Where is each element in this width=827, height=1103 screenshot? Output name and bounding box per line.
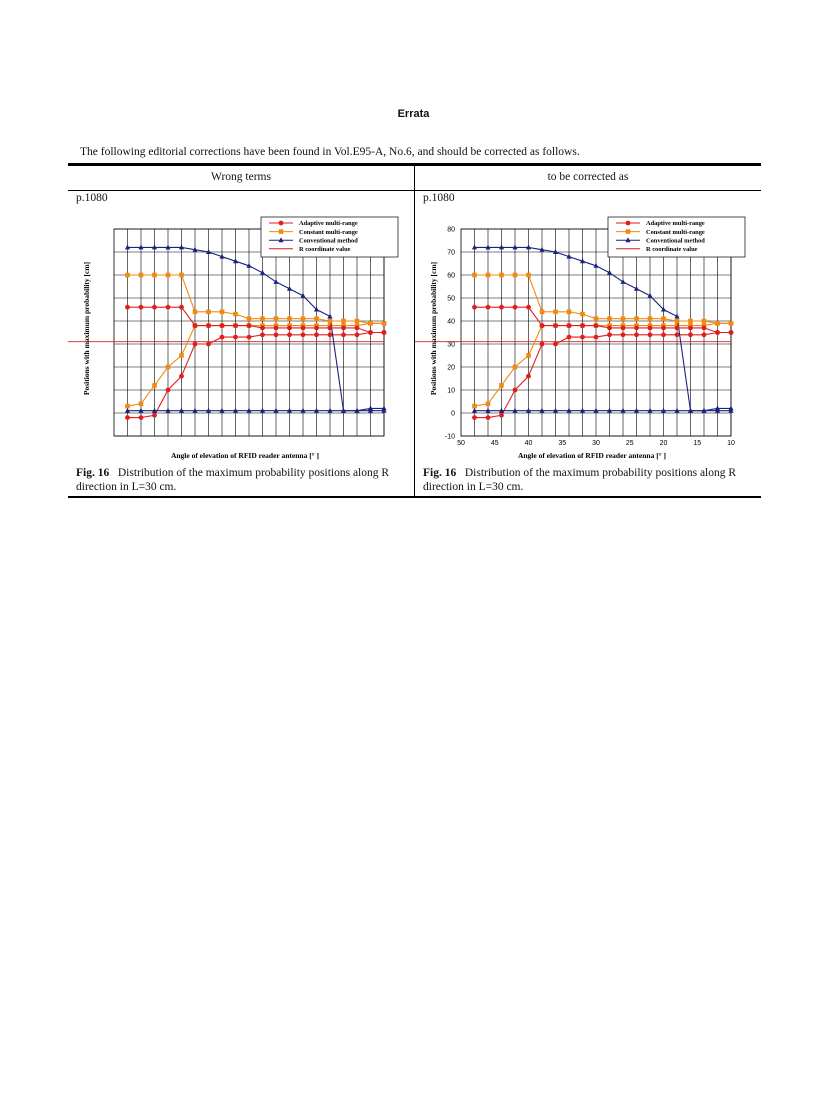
data-point: [553, 310, 558, 315]
data-point: [368, 321, 373, 326]
data-point: [166, 388, 171, 393]
data-point: [166, 273, 171, 278]
caption-text: Distribution of the maximum probability positions along R direction in L=30 cm.: [76, 467, 390, 493]
x-tick-label: 20: [659, 440, 668, 447]
legend-marker: [279, 229, 284, 234]
data-point: [715, 321, 720, 326]
legend-marker: [279, 221, 284, 226]
data-point: [314, 316, 319, 321]
data-point: [341, 332, 346, 337]
data-point: [193, 323, 198, 328]
data-point: [648, 332, 653, 337]
data-point: [193, 342, 198, 347]
intro-text: The following editorial corrections have been found in Vol.E95-A, No.6, and should be corrected as follows.: [80, 146, 580, 158]
data-point: [247, 335, 252, 340]
legend-marker: [626, 221, 631, 226]
data-point: [274, 326, 279, 331]
data-point: [220, 310, 225, 315]
data-point: [486, 402, 491, 407]
data-point: [526, 374, 531, 379]
data-point: [702, 319, 707, 324]
data-point: [152, 305, 157, 310]
data-point: [125, 404, 130, 409]
y-axis-label: Positions with maximum probability [cm]: [82, 261, 91, 396]
data-point: [355, 326, 360, 331]
x-tick-label: 30: [592, 440, 600, 447]
data-point: [314, 326, 319, 331]
data-point: [179, 353, 184, 358]
data-point: [166, 365, 171, 370]
data-point: [675, 332, 680, 337]
data-point: [634, 332, 639, 337]
data-point: [382, 321, 387, 326]
data-point: [206, 342, 211, 347]
data-point: [580, 323, 585, 328]
y-tick-label: 30: [447, 341, 455, 349]
data-point: [301, 326, 306, 331]
data-point: [301, 332, 306, 337]
legend-entry: Conventional method: [646, 237, 705, 245]
data-point: [688, 332, 693, 337]
data-point: [355, 319, 360, 324]
data-point: [328, 326, 333, 331]
data-point: [125, 273, 130, 278]
data-point: [607, 326, 612, 331]
data-point: [287, 316, 292, 321]
data-point: [193, 310, 198, 315]
data-point: [472, 404, 477, 409]
x-tick-label: 15: [693, 440, 702, 447]
data-point: [580, 312, 585, 317]
caption-left: [76, 466, 412, 494]
data-point: [220, 323, 225, 328]
legend-marker: [626, 229, 631, 234]
data-point: [594, 335, 599, 340]
y-axis-label: Positions with maximum probability [cm]: [429, 261, 438, 396]
caption-fig-label: Fig. 16: [423, 467, 457, 479]
data-point: [125, 305, 130, 310]
data-point: [540, 310, 545, 315]
data-point: [607, 316, 612, 321]
data-point: [513, 273, 518, 278]
data-point: [702, 332, 707, 337]
y-tick-label: 20: [447, 364, 455, 372]
x-tick-label: 10: [727, 440, 735, 447]
y-tick-label: 50: [447, 295, 455, 303]
table-bottom-rule: [68, 496, 761, 498]
data-point: [526, 353, 531, 358]
data-point: [287, 326, 292, 331]
x-tick-label: 40: [524, 440, 533, 447]
data-point: [233, 312, 238, 317]
y-tick-label: 10: [447, 387, 455, 395]
data-point: [206, 323, 211, 328]
data-point: [499, 273, 504, 278]
data-point: [341, 326, 346, 331]
column-header-corrected: to be corrected as: [547, 171, 629, 183]
data-point: [661, 326, 666, 331]
data-point: [274, 316, 279, 321]
caption-right: [423, 466, 759, 494]
column-header-wrong: Wrong terms: [211, 171, 271, 183]
data-point: [580, 335, 585, 340]
data-point: [472, 305, 477, 310]
data-point: [486, 305, 491, 310]
y-tick-label: 70: [447, 249, 455, 257]
data-point: [139, 402, 144, 407]
errata-table: [68, 163, 761, 498]
data-point: [139, 305, 144, 310]
data-point: [648, 326, 653, 331]
data-point: [247, 316, 252, 321]
data-point: [648, 316, 653, 321]
x-tick-label: 35: [558, 440, 567, 447]
data-point: [688, 326, 693, 331]
data-point: [594, 323, 599, 328]
data-point: [513, 305, 518, 310]
data-point: [567, 335, 572, 340]
data-point: [675, 326, 680, 331]
data-point: [472, 415, 477, 420]
data-point: [355, 332, 360, 337]
data-point: [368, 330, 373, 335]
data-point: [233, 335, 238, 340]
data-point: [179, 305, 184, 310]
data-point: [152, 413, 157, 418]
page-ref-left: p.1080: [76, 192, 108, 204]
y-tick-label: -10: [444, 433, 455, 441]
x-axis-label: Angle of elevation of RFID reader antenna [° ]: [517, 451, 667, 460]
data-point: [472, 273, 477, 278]
data-point: [247, 323, 252, 328]
data-point: [260, 332, 265, 337]
data-point: [179, 374, 184, 379]
data-point: [702, 326, 707, 331]
data-point: [233, 323, 238, 328]
x-tick-label: 45: [490, 440, 499, 447]
data-point: [513, 388, 518, 393]
legend-entry: R coordinate value: [299, 246, 351, 253]
y-tick-label: 40: [447, 318, 455, 326]
data-point: [301, 316, 306, 321]
data-point: [526, 305, 531, 310]
data-point: [526, 273, 531, 278]
data-point: [621, 316, 626, 321]
data-point: [287, 332, 292, 337]
data-point: [729, 321, 734, 326]
data-point: [179, 273, 184, 278]
data-point: [661, 332, 666, 337]
data-point: [553, 323, 558, 328]
chart-legend: [608, 217, 745, 257]
legend-entry: Constant multi-range: [299, 228, 358, 236]
legend-entry: Constant multi-range: [646, 228, 705, 236]
errata-title: Errata: [397, 108, 430, 120]
data-point: [139, 273, 144, 278]
data-point: [634, 316, 639, 321]
data-point: [314, 332, 319, 337]
data-point: [661, 316, 666, 321]
data-point: [125, 415, 130, 420]
data-point: [621, 332, 626, 337]
data-point: [634, 326, 639, 331]
data-point: [499, 413, 504, 418]
y-tick-label: 80: [447, 226, 455, 234]
x-tick-label: 50: [457, 440, 465, 447]
legend-entry: Adaptive multi-range: [646, 220, 705, 228]
legend-entry: Adaptive multi-range: [299, 220, 358, 228]
data-point: [621, 326, 626, 331]
data-point: [594, 316, 599, 321]
data-point: [166, 305, 171, 310]
data-point: [715, 330, 720, 335]
data-point: [206, 310, 211, 315]
data-point: [499, 383, 504, 388]
data-point: [540, 323, 545, 328]
y-tick-label: 60: [447, 272, 455, 280]
chart-legend: [261, 217, 398, 257]
legend-entry: R coordinate value: [646, 246, 698, 253]
data-point: [341, 319, 346, 324]
data-point: [139, 415, 144, 420]
chart-corrected: [415, 217, 761, 462]
data-point: [688, 319, 693, 324]
data-point: [486, 415, 491, 420]
data-point: [486, 273, 491, 278]
data-point: [220, 335, 225, 340]
data-point: [540, 342, 545, 347]
data-point: [607, 332, 612, 337]
data-point: [260, 326, 265, 331]
data-point: [328, 319, 333, 324]
page-ref-right: p.1080: [423, 192, 455, 204]
data-point: [553, 342, 558, 347]
data-point: [675, 319, 680, 324]
caption-fig-label: Fig. 16: [76, 467, 110, 479]
y-tick-label: 0: [451, 410, 455, 418]
data-point: [382, 330, 387, 335]
data-point: [567, 310, 572, 315]
data-point: [567, 323, 572, 328]
data-point: [260, 316, 265, 321]
caption-text: Distribution of the maximum probability positions along R direction in L=30 cm.: [423, 467, 737, 493]
data-point: [499, 305, 504, 310]
data-point: [152, 383, 157, 388]
x-axis-label: Angle of elevation of RFID reader antenna [° ]: [170, 451, 320, 460]
x-tick-label: 25: [625, 440, 634, 447]
data-point: [513, 365, 518, 370]
data-point: [274, 332, 279, 337]
legend-entry: Conventional method: [299, 237, 358, 245]
data-point: [328, 332, 333, 337]
data-point: [152, 273, 157, 278]
chart-wrong: [68, 217, 414, 462]
data-point: [729, 330, 734, 335]
